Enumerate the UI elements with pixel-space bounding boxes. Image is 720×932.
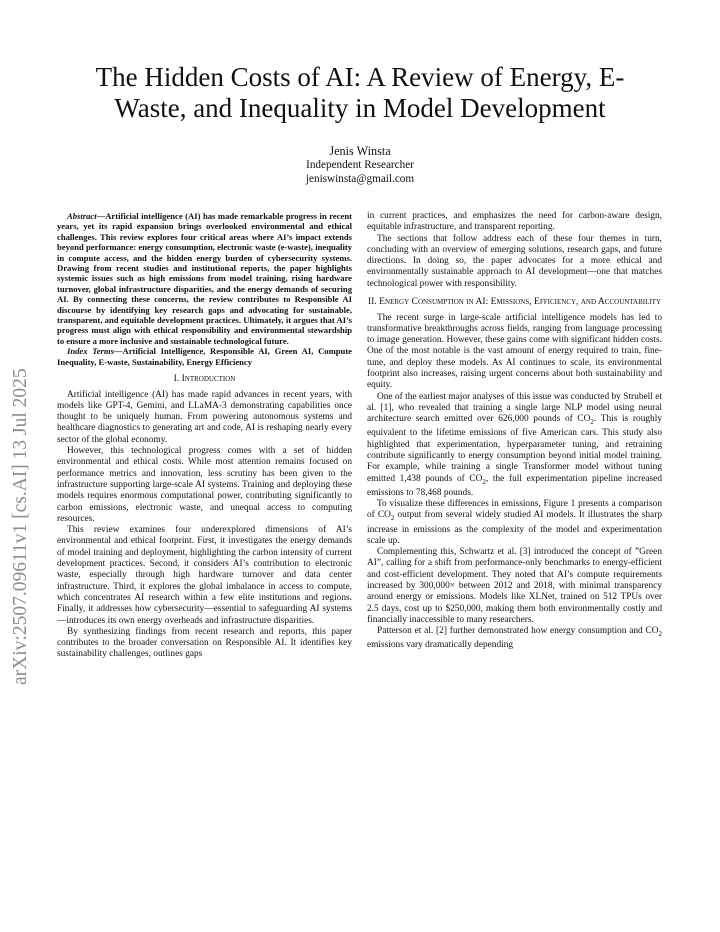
left-column — [57, 211, 352, 661]
index-terms-label: Index Terms — [67, 346, 114, 357]
intro-paragraph: However, this technological progress comes with a set of hidden environmental and ethical costs. While most attention remains focused on performance metrics and innovation, less scrutiny has been given to the infrastructure supporting large-scale AI systems. Training and deploying these models requires enormous computational power, contributing significantly to carbon emissions, electronic waste, and unequal access to computing resources. — [57, 446, 352, 524]
arxiv-stamp-text: arXiv:2507.09611v1 [cs.AI] 13 Jul 2025 — [10, 368, 31, 685]
intro-paragraph: The sections that follow address each of these four themes in turn, concluding with an overview of emerging solutions, research gaps, and future directions. In doing so, the paper advocates for a more ethical and environmentally sustainable approach to AI development—one that matches technological power with responsibility. — [367, 233, 662, 289]
text-run: One of the earliest major analyses of this issue was conducted by Strubell et al. [1], who revealed that training a single large NLP model using neural architecture search emitted over 626,000 pounds of CO — [367, 391, 662, 425]
text-run: output from several widely studied AI models. It illustrates the sharp increase in emissions as the complexity of the model and experimentation scale up. — [367, 510, 662, 546]
abstract — [57, 211, 352, 346]
energy-paragraph — [367, 392, 662, 499]
subscript: 2 — [482, 477, 486, 486]
author-block — [0, 144, 720, 186]
subscript: 2 — [658, 630, 662, 639]
right-column — [367, 211, 662, 652]
intro-paragraph: By synthesizing findings from recent research and reports, this paper contributes to the broader conversation on Responsible AI. It identifies key sustainability challenges, outlines gaps — [57, 626, 352, 660]
energy-paragraph: The recent surge in large-scale artificial intelligence models has led to transformative breakthroughs across fields, ranging from language processing to image generation. However, these gains come with significant hidden costs. One of the most notable is the vast amount of energy required to train, fine-tune, and deploy these models. As AI continues to scale, its environmental footprint also increases, raising urgent concerns about both sustainability and equity. — [367, 312, 662, 391]
subscript: 2 — [390, 514, 395, 523]
text-run: , the full experimentation pipeline increased emissions to 78,468 pounds. — [367, 473, 662, 498]
index-terms — [57, 346, 352, 367]
abstract-text: —Artificial intelligence (AI) has made remarkable progress in recent years, yet its rapid expansion brings overlooked environmental and ethical challenges. This review explores four critical areas where AI’s impact extends beyond performance: energy consumption, electronic waste (e-waste), inequality in compute access, and the hidden energy burden of cybersecurity systems. Drawing from recent studies and institutional reports, the paper highlights systemic issues such as high emissions from model training, rising hardware turnover, global infrastructure disparities, and the energy demands of securing AI. By connecting these concerns, the review contributes to Responsible AI discourse by identifying key research gaps and advocating for sustainable, transparent, and equitable development practices. Ultimately, it argues that AI’s progress must align with ethical responsibility and environmental stewardship to ensure a more inclusive and sustainable technological future. — [57, 211, 352, 346]
energy-paragraph: Complementing this, Schwartz et al. [3] introduced the concept of ”Green AI”, calling for a shift from performance-only benchmarks to energy-efficient and cost-efficient development. They noted that AI’s compute requirements increased by 300,000× between 2012 and 2018, with minimal transparency around energy or emissions. Models like XLNet, trained on 512 TPUs over 2.5 days, cost up to $250,000, making them both environmentally costly and financially inaccessible to many researchers. — [367, 547, 662, 625]
intro-paragraph: Artificial intelligence (AI) has made rapid advances in recent years, with models like GPT-4, Gemini, and LLaMA-3 demonstrating capabilities once thought to be uniquely human. From powering autonomous systems and healthcare diagnostics to generating art and code, AI is reshaping nearly every sector of the global economy. — [57, 389, 352, 445]
text-run: . This is roughly equivalent to the lifetime emissions of five American cars. This study also highlighted that experimentation, hyperparameter tuning, and retraining contribute significantly to energy consumption beyond initial model training. For example, while training a single Transformer model without tuning emitted 1,438 pounds of CO — [367, 414, 662, 484]
author-name: Jenis Winsta — [329, 144, 391, 158]
energy-paragraph — [367, 626, 662, 651]
intro-paragraph: This review examines four underexplored dimensions of AI’s environmental and ethical footprint. First, it investigates the energy demands of model training and deployment, highlighting the carbon intensity of current development practices. Second, it considers AI’s contribution to electronic waste, especially through high hardware turnover and data center infrastructure. Third, it explores the global imbalance in access to compute, which concentrates AI research within a few elite institutions and regions. Finally, it addresses how cybersecurity—essential to safeguarding AI systems—introduces its own energy overheads and infrastructure disparities. — [57, 525, 352, 626]
author-email: jeniswinsta@gmail.com — [305, 173, 415, 185]
arxiv-stamp — [10, 265, 40, 685]
abstract-label: Abstract — [67, 211, 97, 221]
author-affiliation: Independent Researcher — [306, 159, 414, 171]
text-run: emissions vary dramatically depending — [367, 640, 514, 651]
energy-paragraph — [367, 499, 662, 547]
text-run: Patterson et al. [2] further demonstrated how energy consumption and CO — [377, 626, 659, 637]
section-heading-energy: II. Energy Consumption in AI: Emissions, Efficiency, and Accountability — [367, 296, 662, 308]
intro-paragraph-continued: in current practices, and emphasizes the need for carbon-aware design, equitable infrastructure, and transparent reporting. — [367, 211, 662, 233]
paper-title: The Hidden Costs of AI: A Review of Energy, E-Waste, and Inequality in Model Development — [95, 62, 625, 123]
index-terms-text: —Artificial Intelligence, Responsible AI, Green AI, Compute Inequality, E-waste, Sustainability, Energy Efficiency — [57, 346, 352, 367]
subscript: 2 — [590, 418, 594, 427]
section-heading-introduction: I. Introduction — [173, 373, 236, 385]
text-run: To visualize these differences in emissions, Figure 1 presents a comparison of CO — [367, 499, 662, 521]
